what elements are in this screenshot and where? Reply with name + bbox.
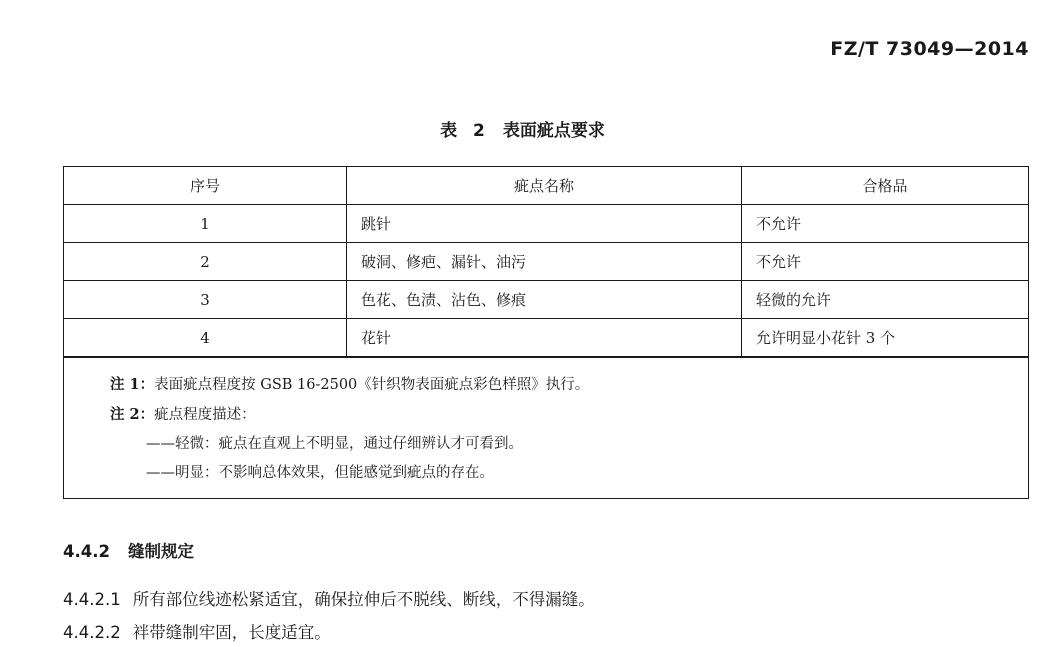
table-row [64,319,1028,357]
table-row [64,205,1028,243]
note-2-text: 疵点程度描述： [154,407,256,423]
cell-defect-name: 跳针 [347,205,742,243]
section-title: 缝制规定 [127,542,194,561]
note-2-item-obvious: ——明显：不影响总体效果，但能感觉到疵点的存在。 [146,465,494,481]
cell-qualified: 允许明显小花针 3 个 [742,319,1029,357]
cell-defect-name: 花针 [347,319,742,357]
table-row [64,281,1028,319]
defects-table [64,167,1028,357]
table-caption-number: 表 2 [440,121,485,141]
cell-no: 2 [64,243,347,281]
standard-code: FZ/T 73049—2014 [830,38,1029,60]
column-header-no: 序号 [64,167,347,205]
table-notes [64,357,1028,498]
cell-defect-name: 色花、色渍、沾色、修痕 [347,281,742,319]
cell-qualified: 不允许 [742,243,1029,281]
column-header-qualified: 合格品 [742,167,1029,205]
note-1-label: 注 1： [110,376,155,393]
defects-table-frame [63,166,1029,499]
cell-no: 1 [64,205,347,243]
note-2-label: 注 2： [110,406,155,423]
cell-no: 4 [64,319,347,357]
cell-qualified: 轻微的允许 [742,281,1029,319]
clause-number: 4.4.2.2 [63,623,121,642]
section-number: 4.4.2 [63,542,110,561]
clause [63,619,331,643]
clause-text: 所有部位线迹松紧适宜，确保拉伸后不脱线、断线，不得漏缝。 [132,590,595,609]
section-heading [63,538,194,562]
table-caption [0,116,1045,141]
table-header-row [64,167,1028,205]
table-row [64,243,1028,281]
cell-defect-name: 破洞、修疤、漏针、油污 [347,243,742,281]
table-caption-title: 表面疵点要求 [502,121,605,141]
note-2-item-slight: ——轻微：疵点在直观上不明显，通过仔细辨认才可看到。 [146,436,523,452]
clause [63,586,595,610]
cell-no: 3 [64,281,347,319]
clause-text: 袢带缝制牢固，长度适宜。 [132,623,331,642]
note-1 [110,370,1028,400]
clause-number: 4.4.2.1 [63,590,121,609]
column-header-defect-name: 疵点名称 [347,167,742,205]
cell-qualified: 不允许 [742,205,1029,243]
note-1-text: 表面疵点程度按 GSB 16-2500《针织物表面疵点彩色样照》执行。 [154,377,590,393]
note-2 [110,400,1028,430]
